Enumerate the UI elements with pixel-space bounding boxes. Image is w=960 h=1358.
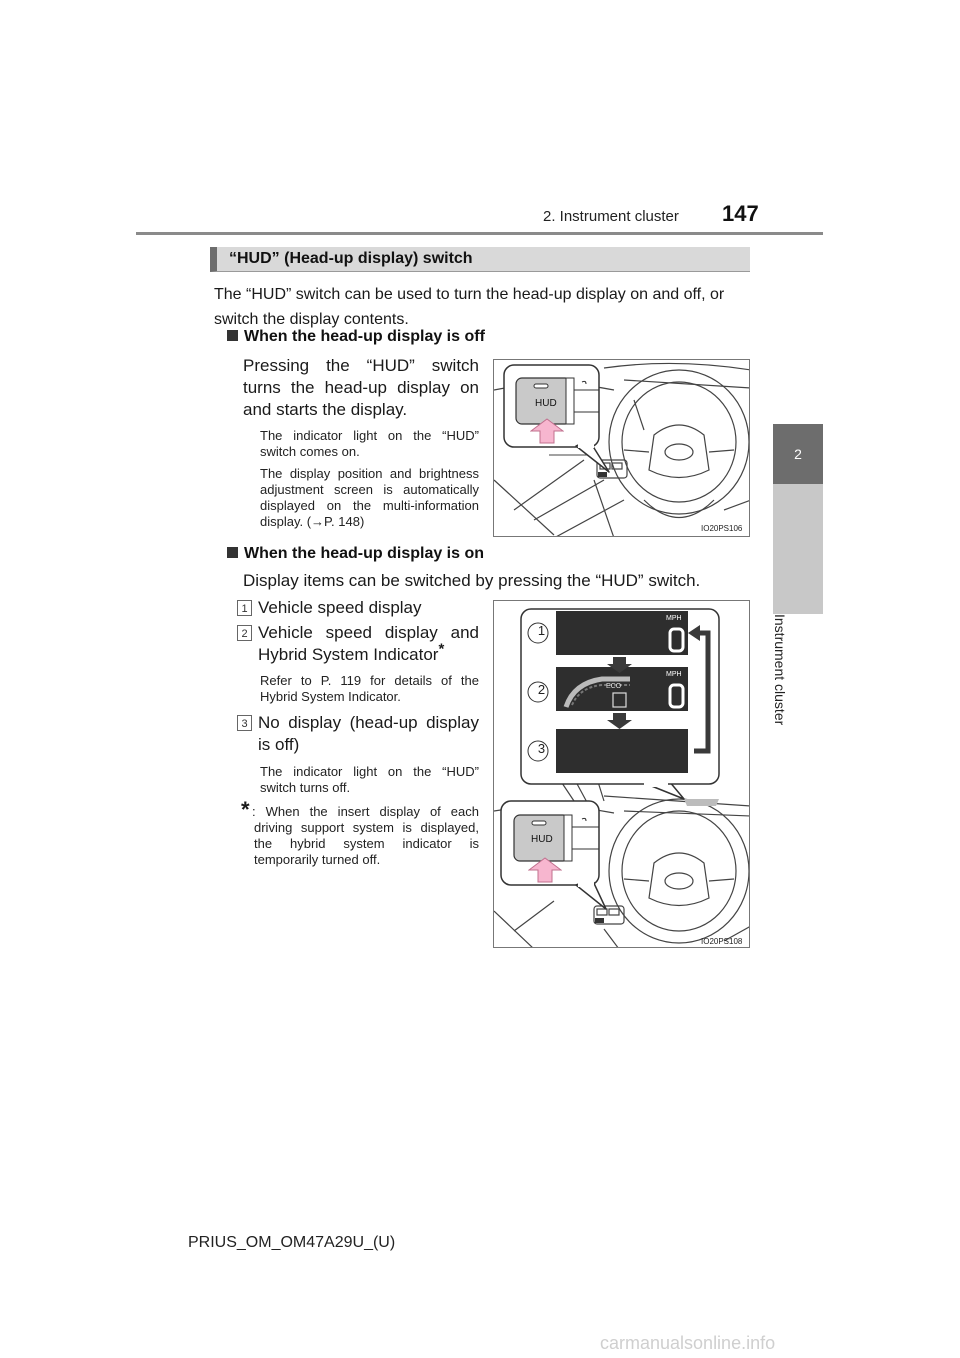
hud-switch-label: HUD	[531, 834, 553, 845]
item-number-3: 3	[237, 715, 252, 731]
item-number-2: 2	[237, 625, 252, 641]
item-2-text: Vehicle speed display and Hybrid System Indicator*	[258, 623, 479, 664]
press-arrow-icon	[528, 857, 562, 883]
figure-hud-switch-on	[493, 600, 750, 948]
figure-circle-1: 1	[537, 623, 546, 638]
bullet-square-icon	[227, 330, 238, 341]
switch-location-mark	[598, 472, 607, 477]
switch-callout	[501, 801, 606, 909]
eco-label: ECO	[606, 683, 622, 690]
chapter-tab-number: 2	[773, 424, 823, 484]
figure-code: IO20PS108	[701, 937, 743, 946]
header-rule	[136, 232, 823, 235]
on-main-text: Display items can be switched by pressing the “HUD” switch.	[243, 571, 701, 590]
item-3-text: No display (head-up display is off)	[258, 713, 479, 754]
footnote-text: : When the insert display of each driving support system is displayed, the hybrid system indicator is temporarily turned off.	[252, 804, 479, 867]
figure-code: IO20PS106	[701, 524, 743, 533]
steering-wheel-illustration	[494, 360, 750, 537]
section-title: “HUD” (Head-up display) switch	[229, 250, 473, 267]
item-number-1: 1	[237, 600, 252, 616]
hud-projection-area	[684, 799, 719, 806]
item-2-note: Refer to P. 119 for details of the Hybrid System Indicator.	[260, 673, 479, 704]
page-number: 147	[722, 201, 759, 226]
chapter-tab-strip	[773, 484, 823, 614]
figure-hud-switch-off	[493, 359, 750, 537]
on-section-heading: When the head-up display is on	[227, 545, 484, 563]
bullet-square-icon	[227, 547, 238, 558]
off-main-text: Pressing the “HUD” switch turns the head-up display on and starts the display.	[243, 356, 479, 419]
intro-text: The “HUD” switch can be used to turn the head-up display on and off, or switch the display contents.	[214, 286, 725, 328]
figure-circle-2: 2	[537, 682, 546, 697]
header-section-title: 2. Instrument cluster	[543, 208, 679, 225]
press-arrow-icon	[530, 418, 564, 444]
hud-display-illustration	[494, 601, 750, 948]
document-code-footer: PRIUS_OM_OM47A29U_(U)	[188, 1234, 396, 1251]
item-3-note: The indicator light on the “HUD” switch turns off.	[260, 764, 479, 795]
off-section-heading: When the head-up display is off	[227, 328, 485, 346]
display-unit: MPH	[666, 615, 682, 622]
off-note-2: The display position and brightness adjustment screen is automatically displayed on the multi-information display. (→P. 148)	[260, 466, 479, 529]
item-1-text: Vehicle speed display	[258, 598, 422, 617]
watermark: carmanualsonline.info	[600, 1333, 776, 1353]
display-unit: MPH	[666, 671, 682, 678]
hud-switch-label: HUD	[535, 398, 557, 409]
off-note-1: The indicator light on the “HUD” switch comes on.	[260, 428, 479, 459]
figure-circle-3: 3	[537, 741, 546, 756]
section-title-box	[210, 247, 750, 272]
footnote-mark: *	[241, 797, 250, 822]
display-none	[556, 729, 688, 773]
